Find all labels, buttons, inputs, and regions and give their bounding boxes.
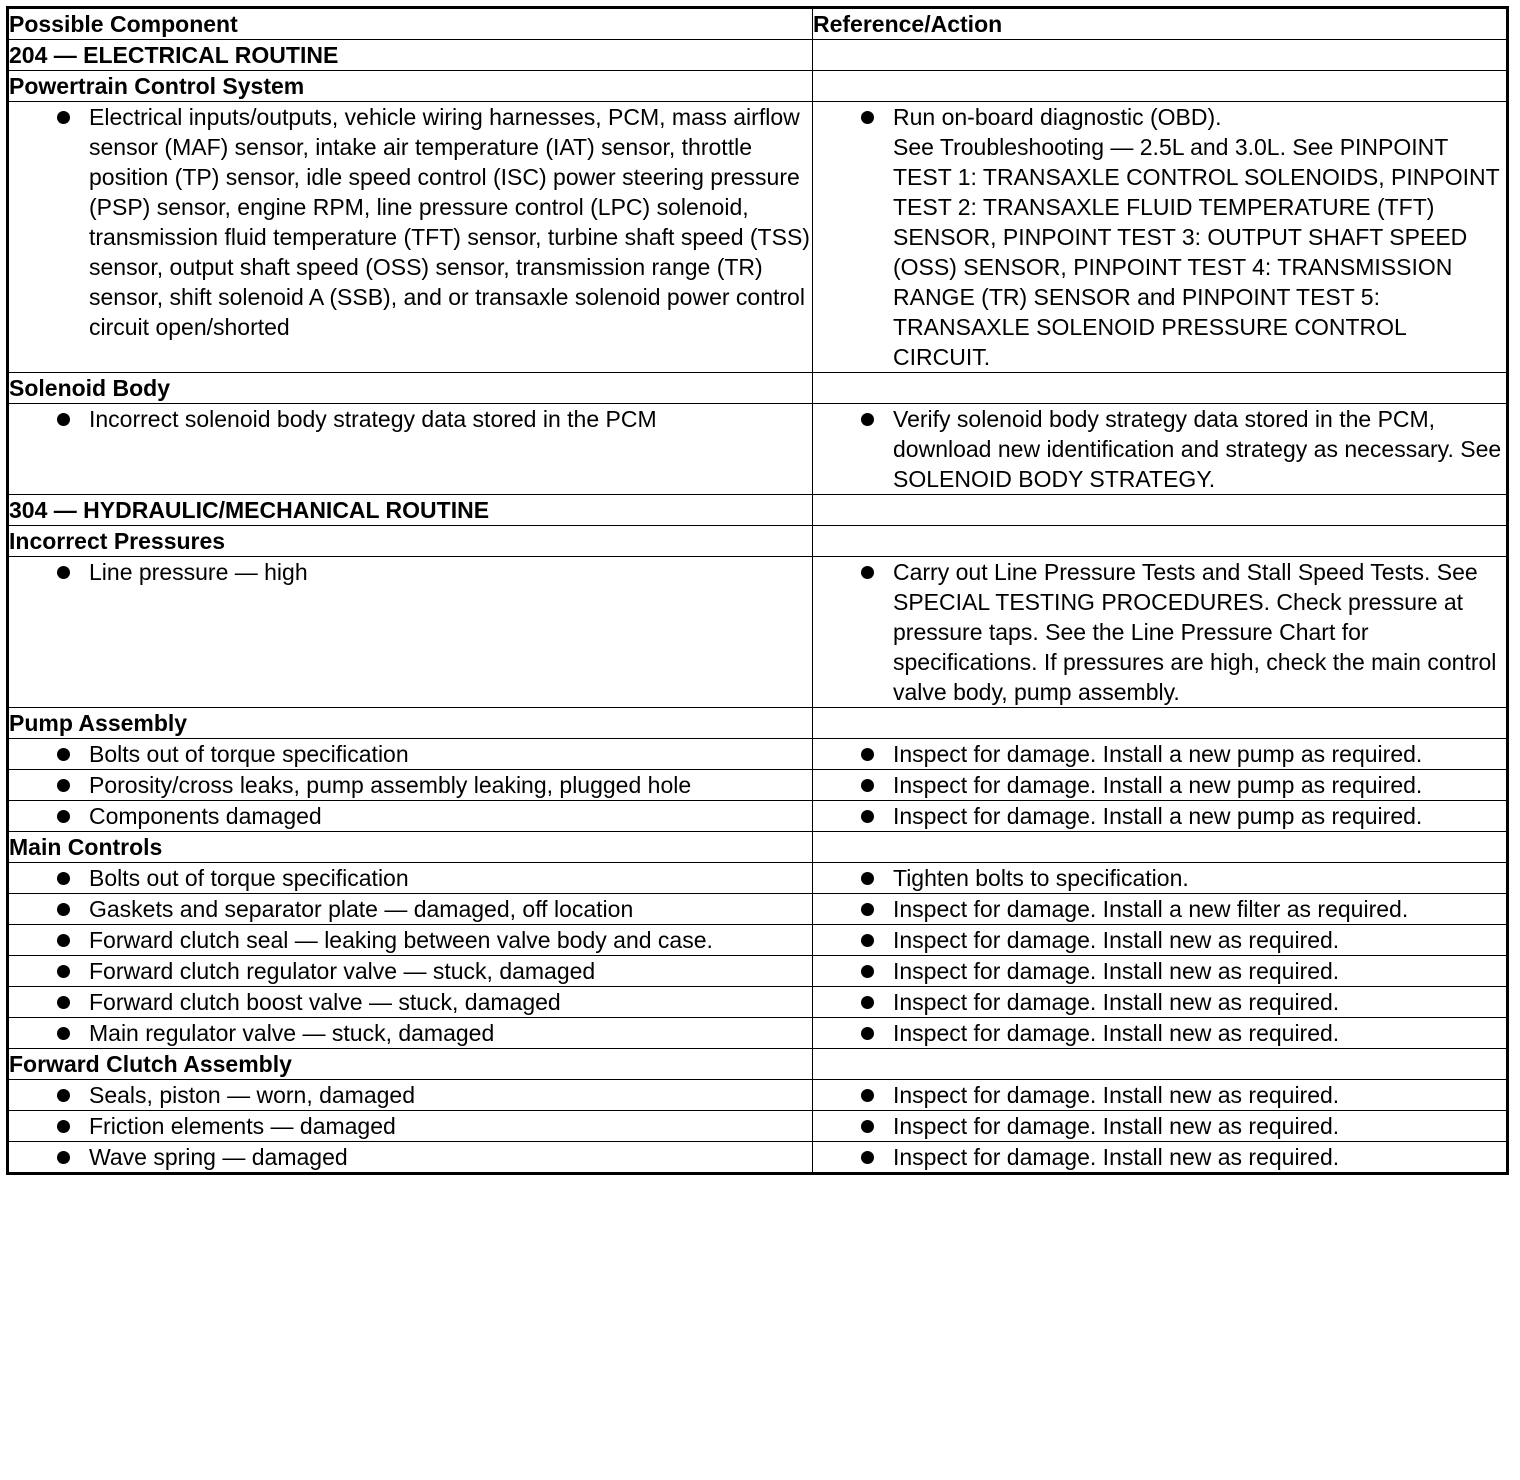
bullet-icon [861, 872, 874, 885]
component-item [9, 770, 812, 800]
bullet-icon [57, 996, 70, 1009]
action-cell [813, 557, 1508, 708]
action-cell [813, 1111, 1508, 1142]
table-row [8, 987, 1508, 1018]
action-item [813, 1018, 1506, 1048]
component-text: Wave spring — damaged [89, 1144, 348, 1170]
bullet-icon [861, 965, 874, 978]
component-cell [8, 1111, 813, 1142]
component-text: Bolts out of torque specification [89, 865, 409, 891]
component-cell [8, 925, 813, 956]
component-cell [8, 1142, 813, 1174]
section-action-empty [813, 526, 1508, 557]
action-text: Inspect for damage. Install new as required. [893, 927, 1340, 953]
component-item [9, 987, 812, 1017]
action-item [813, 925, 1506, 955]
bullet-icon [861, 748, 874, 761]
bullet-icon [57, 965, 70, 978]
component-text: Friction elements — damaged [89, 1113, 396, 1139]
component-text: Line pressure — high [89, 559, 308, 585]
section-title: 304 — HYDRAULIC/MECHANICAL ROUTINE [8, 495, 813, 526]
action-cell [813, 956, 1508, 987]
bullet-icon [57, 1120, 70, 1133]
component-text: Incorrect solenoid body strategy data stored in the PCM [89, 406, 657, 432]
action-cell [813, 1018, 1508, 1049]
table-row [8, 956, 1508, 987]
action-item [813, 739, 1506, 769]
component-text: Gaskets and separator plate — damaged, off location [89, 896, 634, 922]
component-text: Bolts out of torque specification [89, 741, 409, 767]
bullet-icon [861, 810, 874, 823]
component-item [9, 863, 812, 893]
action-cell [813, 770, 1508, 801]
bullet-icon [861, 996, 874, 1009]
bullet-icon [57, 1089, 70, 1102]
section-action-empty [813, 495, 1508, 526]
section-row [8, 495, 1508, 526]
table-row [8, 557, 1508, 708]
action-text: Run on-board diagnostic (OBD). [893, 104, 1222, 130]
section-action-empty [813, 1049, 1508, 1080]
bullet-icon [861, 779, 874, 792]
action-cell [813, 894, 1508, 925]
action-text: Inspect for damage. Install new as required. [893, 989, 1340, 1015]
table-row [8, 404, 1508, 495]
component-item [9, 102, 812, 342]
component-cell [8, 987, 813, 1018]
action-item [813, 1142, 1506, 1172]
component-text: Components damaged [89, 803, 322, 829]
component-item [9, 557, 812, 587]
bullet-icon [57, 413, 70, 426]
bullet-icon [57, 872, 70, 885]
header-reference-action: Reference/Action [813, 8, 1508, 40]
table-row [8, 1080, 1508, 1111]
section-action-empty [813, 40, 1508, 71]
table-row [8, 894, 1508, 925]
bullet-icon [57, 1027, 70, 1040]
section-action-empty [813, 708, 1508, 739]
component-text: Forward clutch regulator valve — stuck, damaged [89, 958, 596, 984]
action-item [813, 801, 1506, 831]
action-text: Inspect for damage. Install new as required. [893, 1144, 1340, 1170]
table-row [8, 770, 1508, 801]
section-row [8, 526, 1508, 557]
bullet-icon [57, 748, 70, 761]
section-row [8, 1049, 1508, 1080]
action-item [813, 557, 1506, 707]
bullet-icon [861, 111, 874, 124]
action-item [813, 102, 1506, 372]
table-body [8, 40, 1508, 1174]
component-item [9, 894, 812, 924]
action-text: Verify solenoid body strategy data stored in the PCM, download new identification and strategy as necessary. See SOLENOID BODY STRATEGY. [893, 406, 1502, 492]
action-text: Inspect for damage. Install new as required. [893, 1020, 1340, 1046]
section-row [8, 832, 1508, 863]
section-row [8, 40, 1508, 71]
bullet-icon [861, 903, 874, 916]
section-title: Main Controls [8, 832, 813, 863]
component-item [9, 1142, 812, 1172]
action-text: Inspect for damage. Install new as required. [893, 958, 1340, 984]
action-item [813, 1080, 1506, 1110]
bullet-icon [861, 934, 874, 947]
action-cell [813, 925, 1508, 956]
action-cell [813, 739, 1508, 770]
bullet-icon [57, 934, 70, 947]
table-row [8, 863, 1508, 894]
section-title: Powertrain Control System [8, 71, 813, 102]
bullet-icon [861, 413, 874, 426]
table-row [8, 1111, 1508, 1142]
action-text: Inspect for damage. Install new as required. [893, 1113, 1340, 1139]
action-cell [813, 863, 1508, 894]
component-item [9, 1080, 812, 1110]
section-title: Incorrect Pressures [8, 526, 813, 557]
table-row [8, 1142, 1508, 1174]
table-row [8, 102, 1508, 373]
table-row [8, 801, 1508, 832]
bullet-icon [57, 779, 70, 792]
action-cell [813, 1080, 1508, 1111]
bullet-icon [57, 810, 70, 823]
bullet-icon [861, 1120, 874, 1133]
component-cell [8, 863, 813, 894]
component-item [9, 956, 812, 986]
action-text: Inspect for damage. Install a new pump as required. [893, 803, 1423, 829]
component-item [9, 801, 812, 831]
component-item [9, 739, 812, 769]
section-row [8, 708, 1508, 739]
action-text: Inspect for damage. Install a new pump as required. [893, 772, 1423, 798]
component-text: Porosity/cross leaks, pump assembly leaking, plugged hole [89, 772, 692, 798]
header-row [8, 8, 1508, 40]
section-title: Pump Assembly [8, 708, 813, 739]
action-note-text: See Troubleshooting — 2.5L and 3.0L. See PINPOINT TEST 1: TRANSAXLE CONTROL SOLENOIDS, PINPOINT TEST 2: TRANSAXLE FLUID TEMPERATURE (TFT) SENSOR, PINPOINT TEST 3: OUTPUT SHAFT SPEED (OSS) SENSOR, PINPOINT TEST 4: TRANSMISSION RANGE (TR) SENSOR and PINPOINT TEST 5: TRANSAXLE SOLENOID PRESSURE CONTROL CIRCUIT. [893, 134, 1500, 370]
header-possible-component: Possible Component [8, 8, 813, 40]
action-text: Inspect for damage. Install new as required. [893, 1082, 1340, 1108]
bullet-icon [57, 1151, 70, 1164]
component-cell [8, 102, 813, 373]
section-action-empty [813, 373, 1508, 404]
table-row [8, 925, 1508, 956]
action-cell [813, 1142, 1508, 1174]
component-item [9, 1111, 812, 1141]
table-row [8, 1018, 1508, 1049]
component-text: Forward clutch boost valve — stuck, damaged [89, 989, 561, 1015]
component-cell [8, 770, 813, 801]
component-cell [8, 956, 813, 987]
bullet-icon [57, 903, 70, 916]
component-cell [8, 1080, 813, 1111]
component-item [9, 404, 812, 434]
section-row [8, 373, 1508, 404]
section-action-empty [813, 71, 1508, 102]
action-cell [813, 801, 1508, 832]
action-cell [813, 987, 1508, 1018]
component-cell [8, 404, 813, 495]
action-item [813, 770, 1506, 800]
bullet-icon [57, 111, 70, 124]
action-text: Inspect for damage. Install a new pump as required. [893, 741, 1423, 767]
action-cell [813, 102, 1508, 373]
component-text: Seals, piston — worn, damaged [89, 1082, 416, 1108]
section-action-empty [813, 832, 1508, 863]
action-cell [813, 404, 1508, 495]
bullet-icon [861, 1027, 874, 1040]
component-text: Forward clutch seal — leaking between valve body and case. [89, 927, 713, 953]
bullet-icon [861, 1089, 874, 1102]
action-item [813, 404, 1506, 494]
action-item [813, 1111, 1506, 1141]
action-text: Inspect for damage. Install a new filter as required. [893, 896, 1409, 922]
diagnosis-table [6, 6, 1509, 1175]
section-title: Solenoid Body [8, 373, 813, 404]
action-item [813, 956, 1506, 986]
action-item [813, 863, 1506, 893]
action-item [813, 987, 1506, 1017]
section-title: 204 — ELECTRICAL ROUTINE [8, 40, 813, 71]
component-item [9, 925, 812, 955]
bullet-icon [861, 1151, 874, 1164]
section-title: Forward Clutch Assembly [8, 1049, 813, 1080]
action-item [813, 894, 1506, 924]
component-text: Electrical inputs/outputs, vehicle wiring harnesses, PCM, mass airflow sensor (MAF) sensor, intake air temperature (IAT) sensor, throttle position (TP) sensor, idle speed control (ISC) power steering pressure (PSP) sensor, engine RPM, line pressure control (LPC) solenoid, transmission fluid temperature (TFT) sensor, turbine shaft speed (TSS) sensor, output shaft speed (OSS) sensor, transmission range (TR) sensor, shift solenoid A (SSB), and or transaxle solenoid power control circuit open/shorted [89, 104, 810, 340]
component-cell [8, 557, 813, 708]
component-cell [8, 1018, 813, 1049]
action-text: Carry out Line Pressure Tests and Stall Speed Tests. See SPECIAL TESTING PROCEDURES. Check pressure at pressure taps. See the Line Pressure Chart for specifications. If pressures are high, check the main control valve body, pump assembly. [893, 559, 1497, 705]
component-cell [8, 739, 813, 770]
component-cell [8, 801, 813, 832]
component-text: Main regulator valve — stuck, damaged [89, 1020, 495, 1046]
bullet-icon [861, 566, 874, 579]
component-cell [8, 894, 813, 925]
bullet-icon [57, 566, 70, 579]
table-row [8, 739, 1508, 770]
component-item [9, 1018, 812, 1048]
section-row [8, 71, 1508, 102]
action-text: Tighten bolts to specification. [893, 865, 1189, 891]
